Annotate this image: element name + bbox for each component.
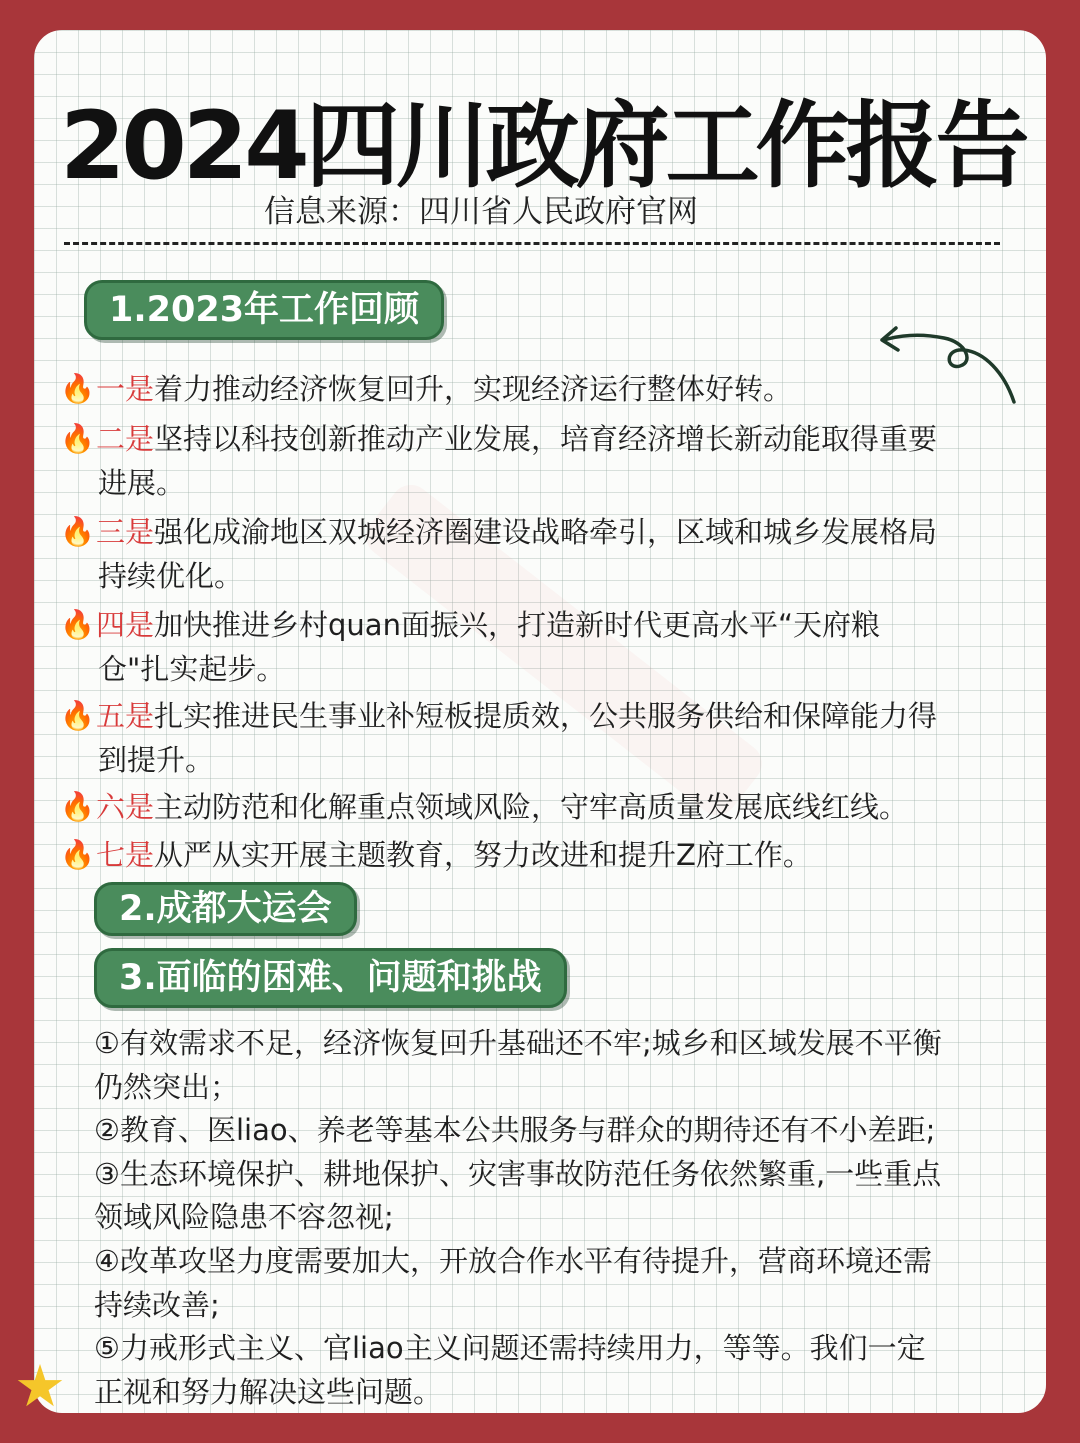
item-text: 主动防范和化解重点领域风险，守牢高质量发展底线红线。	[154, 790, 909, 824]
document-card	[14, 30, 1046, 1420]
item-lead: 二是	[96, 422, 155, 456]
item-text-continued: 持续优化。	[98, 559, 244, 593]
section-1-heading: 1.2023年工作回顾	[84, 280, 444, 340]
challenge-line: ②教育、医liao、养老等基本公共服务与群众的期待还有不小差距;	[94, 1113, 936, 1148]
item-text: 强化成渝地区双城经济圈建设战略牵引，区域和城乡发展格局	[154, 515, 938, 549]
challenge-line: 领域风险隐患不容忽视;	[94, 1200, 394, 1235]
review-item-4	[60, 603, 1020, 691]
item-text: 坚持以科技创新推动产业发展，培育经济增长新动能取得重要	[154, 422, 938, 456]
fire-icon: 🔥	[60, 422, 95, 455]
item-lead: 四是	[96, 608, 155, 642]
fire-icon: 🔥	[60, 790, 95, 823]
fire-icon: 🔥	[60, 608, 95, 641]
item-lead: 六是	[96, 790, 155, 824]
item-lead: 三是	[96, 515, 155, 549]
fire-icon: 🔥	[60, 699, 95, 732]
item-text: 扎实推进民生事业补短板提质效，公共服务供给和保障能力得	[154, 699, 938, 733]
page-title: 2024四川政府工作报告	[60, 92, 1026, 201]
review-item-2	[60, 417, 1020, 505]
item-text-continued: 进展。	[98, 466, 186, 500]
review-item-7	[60, 833, 1020, 877]
section-3-heading: 3.面临的困难、问题和挑战	[94, 948, 567, 1008]
item-text: 从严从实开展主题教育，努力改进和提升Z府工作。	[154, 838, 812, 872]
review-item-5	[60, 694, 1020, 782]
review-item-3	[60, 510, 1020, 598]
challenge-line: 正视和努力解决这些问题。	[94, 1374, 443, 1409]
fire-icon: 🔥	[60, 838, 95, 871]
fire-icon: 🔥	[60, 515, 95, 548]
item-lead: 五是	[96, 699, 155, 733]
review-item-1	[60, 367, 1020, 411]
star-icon: ★	[14, 1352, 66, 1420]
challenge-line: ①有效需求不足，经济恢复回升基础还不牢;城乡和区域发展不平衡	[94, 1026, 942, 1060]
challenge-line: ③生态环境保护、耕地保护、灾害事故防范任务依然繁重,一些重点	[94, 1156, 942, 1191]
fire-icon: 🔥	[60, 372, 95, 405]
item-text: 着力推动经济恢复回升，实现经济运行整体好转。	[154, 372, 793, 406]
review-item-6	[60, 785, 1020, 829]
challenges-list	[94, 1022, 1014, 1414]
item-lead: 一是	[96, 372, 155, 406]
item-text: 加快推进乡村quan面振兴，打造新时代更高水平“天府粮	[154, 608, 880, 642]
challenge-line: ④改革攻坚力度需要加大，开放合作水平有待提升，营商环境还需	[94, 1243, 932, 1278]
challenge-line: ⑤力戒形式主义、官liao主义问题还需持续用力，等等。我们一定	[94, 1331, 926, 1366]
dashed-divider	[64, 242, 1000, 245]
section-2-heading: 2.成都大运会	[94, 882, 357, 936]
challenge-line: 仍然突出；	[94, 1069, 240, 1104]
source-subtitle: 信息来源：四川省人民政府官网	[264, 194, 698, 230]
item-text-continued: 仓"扎实起步。	[98, 652, 286, 686]
challenge-line: 持续改善;	[94, 1287, 220, 1322]
item-lead: 七是	[96, 838, 155, 872]
item-text-continued: 到提升。	[98, 743, 215, 777]
